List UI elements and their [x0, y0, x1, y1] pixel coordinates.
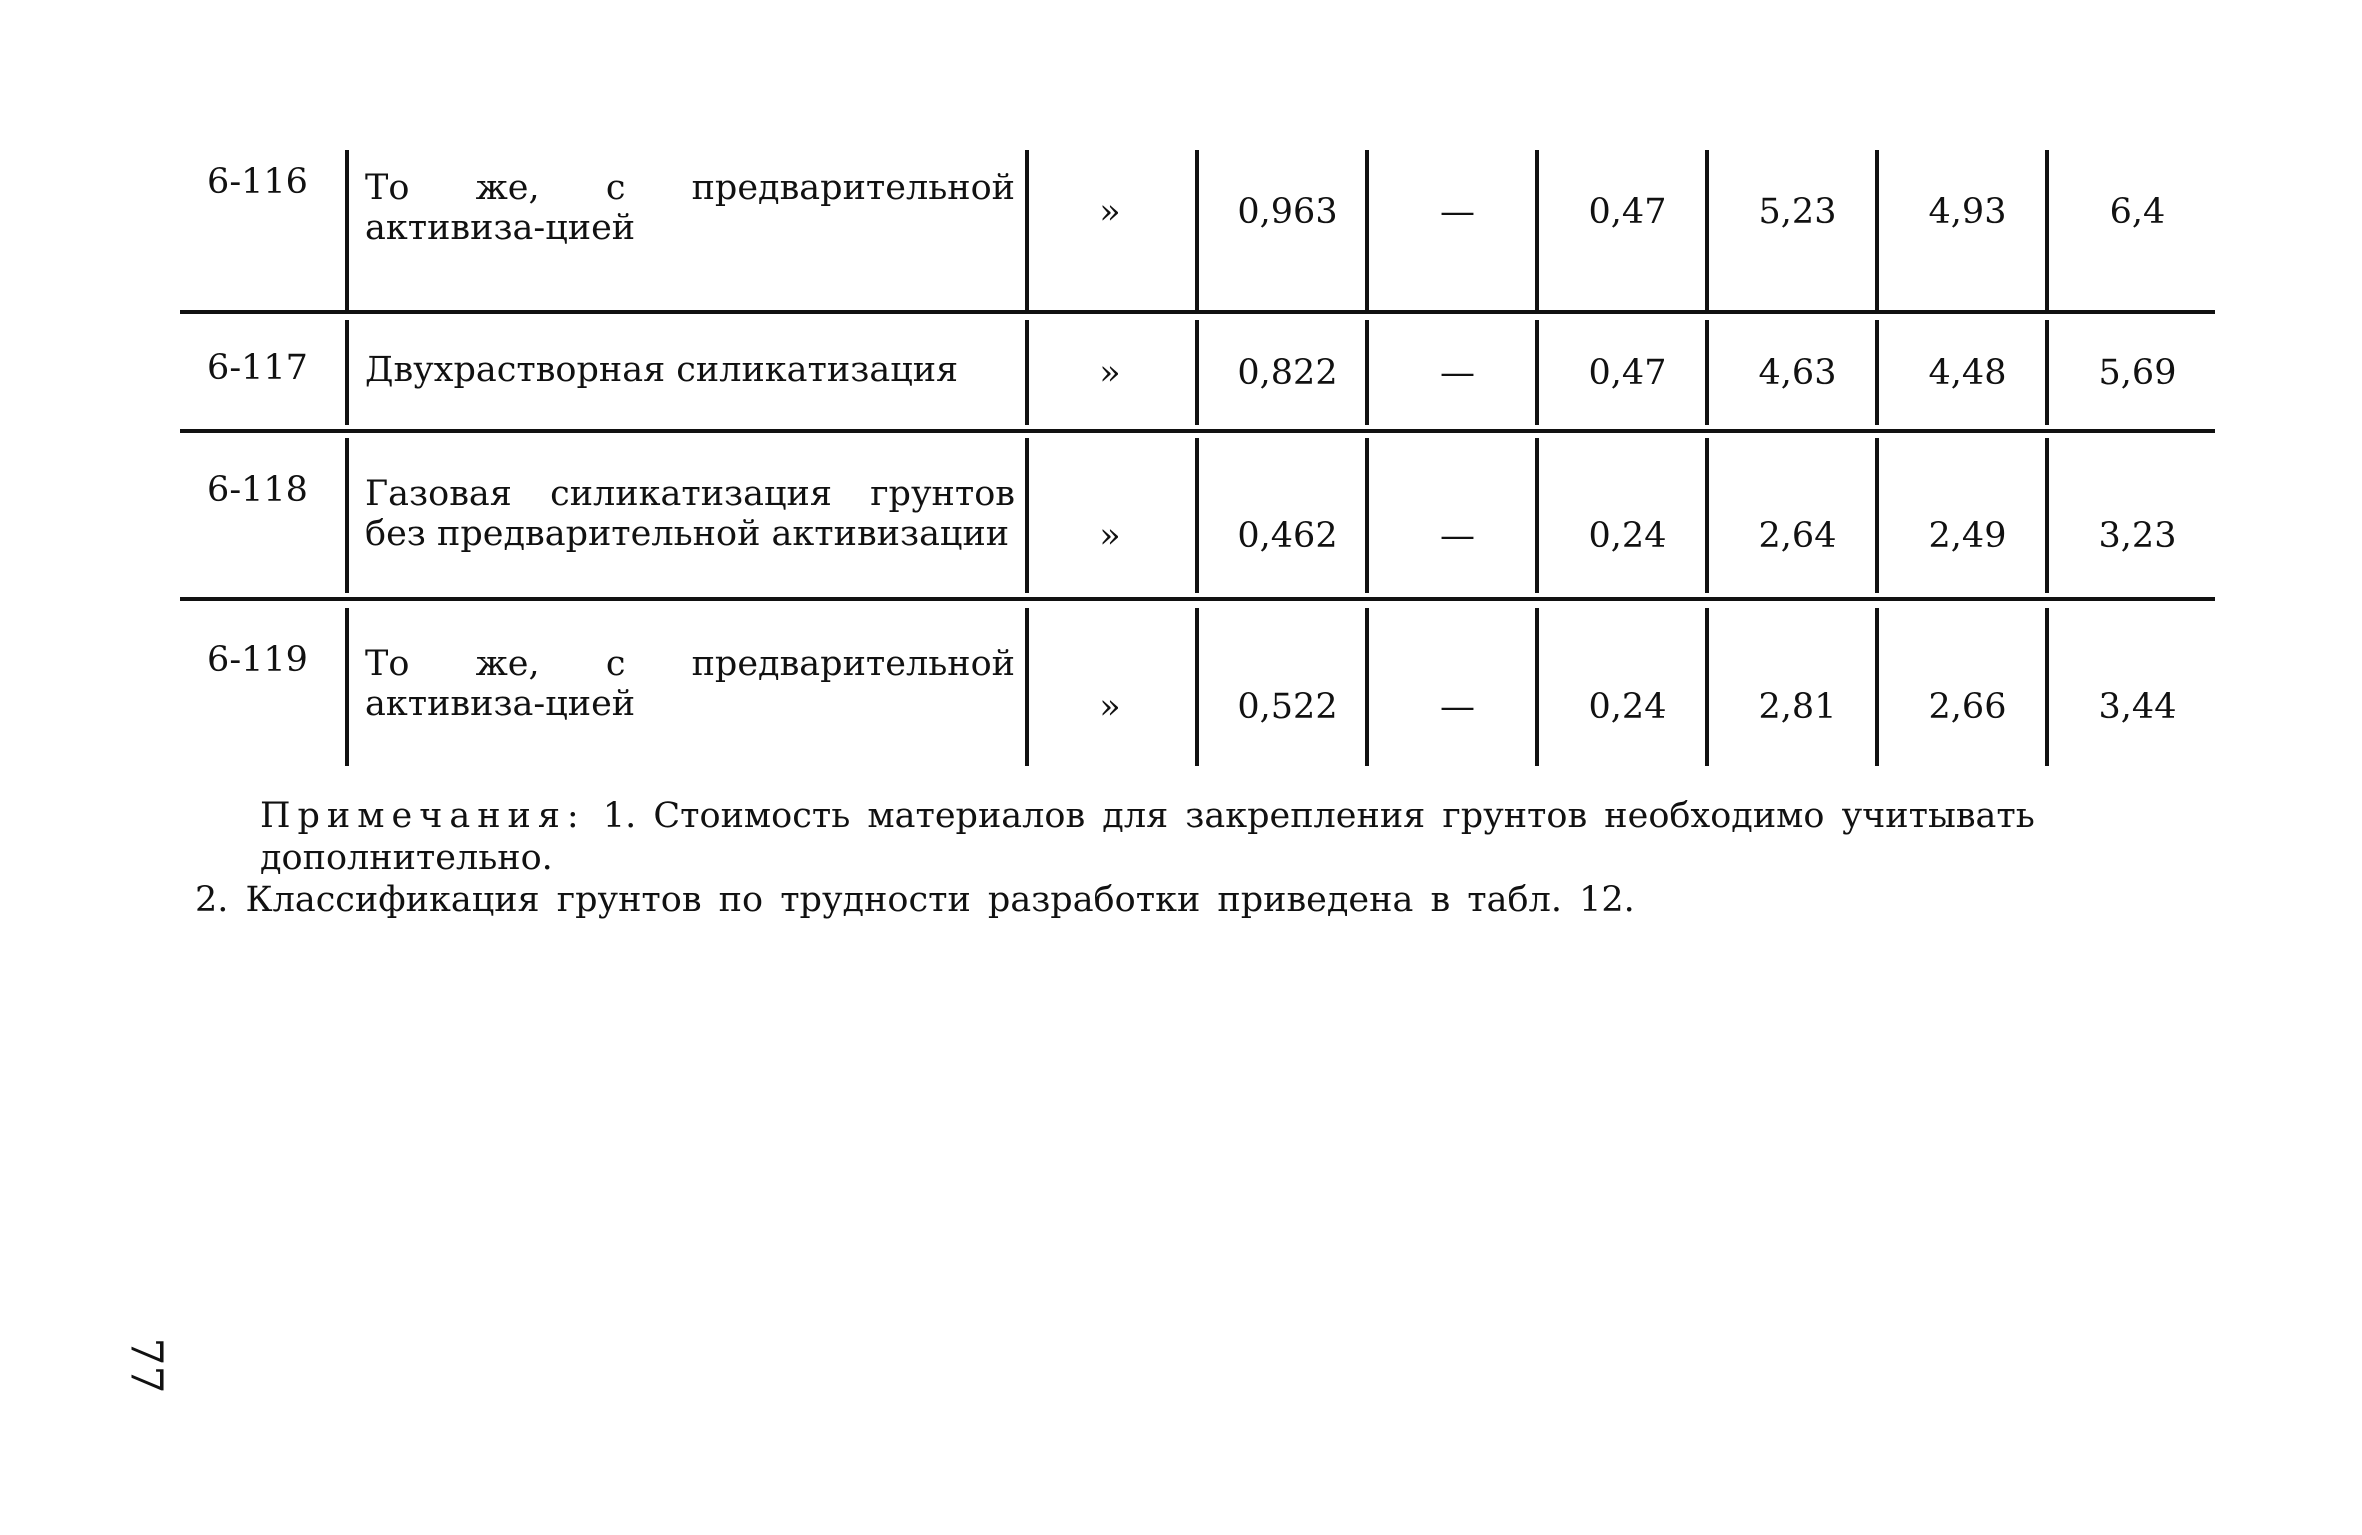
column-divider: [1705, 320, 1709, 425]
row-value: 4,63: [1758, 352, 1837, 393]
row-value: 2,66: [1928, 687, 2007, 727]
row-code: 6-116: [207, 162, 308, 202]
row-value: 0,522: [1237, 687, 1338, 727]
column-divider: [1025, 438, 1029, 593]
column-divider: [1195, 150, 1199, 310]
row-value: —: [1440, 687, 1475, 727]
column-divider: [1535, 150, 1539, 310]
column-divider: [1195, 438, 1199, 593]
row-value: 6,4: [2109, 192, 2166, 232]
column-divider: [1535, 438, 1539, 593]
row-value: 5,69: [2098, 352, 2177, 393]
row-unit: »: [1099, 687, 1121, 727]
row-unit: »: [1099, 515, 1121, 556]
row-value: 0,24: [1588, 515, 1667, 556]
column-divider: [1195, 608, 1199, 766]
note-2: 2. Классификация грунтов по трудности разработки приведена в табл. 12.: [195, 880, 1635, 920]
column-divider: [1365, 150, 1369, 310]
row-separator: [180, 310, 2215, 314]
row-unit: »: [1099, 352, 1121, 393]
column-divider: [1875, 150, 1879, 310]
column-divider: [1875, 320, 1879, 425]
row-description: Газовая силикатизация грунтов без предварительной активизации: [365, 474, 1015, 554]
row-value: 4,93: [1928, 192, 2007, 232]
row-value: 2,81: [1758, 687, 1837, 727]
column-divider: [1365, 320, 1369, 425]
row-value: 5,23: [1758, 192, 1837, 232]
column-divider: [2045, 150, 2049, 310]
row-value: 0,822: [1237, 352, 1338, 393]
row-description: То же, с предварительной активиза-цией: [365, 168, 1015, 248]
row-value: —: [1440, 192, 1475, 232]
table-notes: [195, 795, 2195, 921]
row-description: То же, с предварительной активиза-цией: [365, 644, 1015, 724]
row-value: 4,48: [1928, 352, 2007, 393]
row-value: 2,49: [1928, 515, 2007, 556]
column-divider: [1365, 438, 1369, 593]
page-number: 77: [120, 1337, 172, 1394]
row-value: 0,47: [1588, 352, 1667, 393]
row-separator: [180, 429, 2215, 433]
column-divider: [1705, 150, 1709, 310]
notes-line-1: [195, 795, 2195, 879]
column-divider: [2045, 608, 2049, 766]
row-value: —: [1440, 352, 1475, 393]
row-value: 0,963: [1237, 192, 1338, 232]
column-divider: [2045, 438, 2049, 593]
table-row: [180, 608, 2215, 766]
column-divider: [1875, 438, 1879, 593]
row-value: 0,24: [1588, 687, 1667, 727]
table-row: [180, 150, 2215, 310]
row-separator: [180, 597, 2215, 601]
column-divider: [2045, 320, 2049, 425]
column-divider: [1875, 608, 1879, 766]
column-divider: [1705, 438, 1709, 593]
column-divider: [345, 608, 349, 766]
row-unit: »: [1099, 192, 1121, 232]
row-value: 3,23: [2098, 515, 2177, 556]
row-value: —: [1440, 515, 1475, 556]
row-value: 2,64: [1758, 515, 1837, 556]
column-divider: [1025, 150, 1029, 310]
row-description: Двухрастворная силикатизация: [365, 350, 959, 390]
column-divider: [1535, 320, 1539, 425]
row-code: 6-119: [207, 640, 308, 680]
note-1: 1. Стоимость материалов для закрепления грунтов необходимо учитывать дополнительно.: [260, 796, 2035, 878]
column-divider: [1195, 320, 1199, 425]
notes-heading: Примечания:: [260, 796, 586, 836]
column-divider: [345, 320, 349, 425]
column-divider: [345, 438, 349, 593]
row-value: 3,44: [2098, 687, 2177, 727]
column-divider: [1535, 608, 1539, 766]
row-value: 0,462: [1237, 515, 1338, 556]
column-divider: [345, 150, 349, 310]
row-code: 6-118: [207, 470, 308, 510]
table-row: [180, 320, 2215, 425]
row-code: 6-117: [207, 348, 308, 388]
column-divider: [1025, 320, 1029, 425]
column-divider: [1705, 608, 1709, 766]
table-row: [180, 438, 2215, 593]
column-divider: [1365, 608, 1369, 766]
row-value: 0,47: [1588, 192, 1667, 232]
column-divider: [1025, 608, 1029, 766]
